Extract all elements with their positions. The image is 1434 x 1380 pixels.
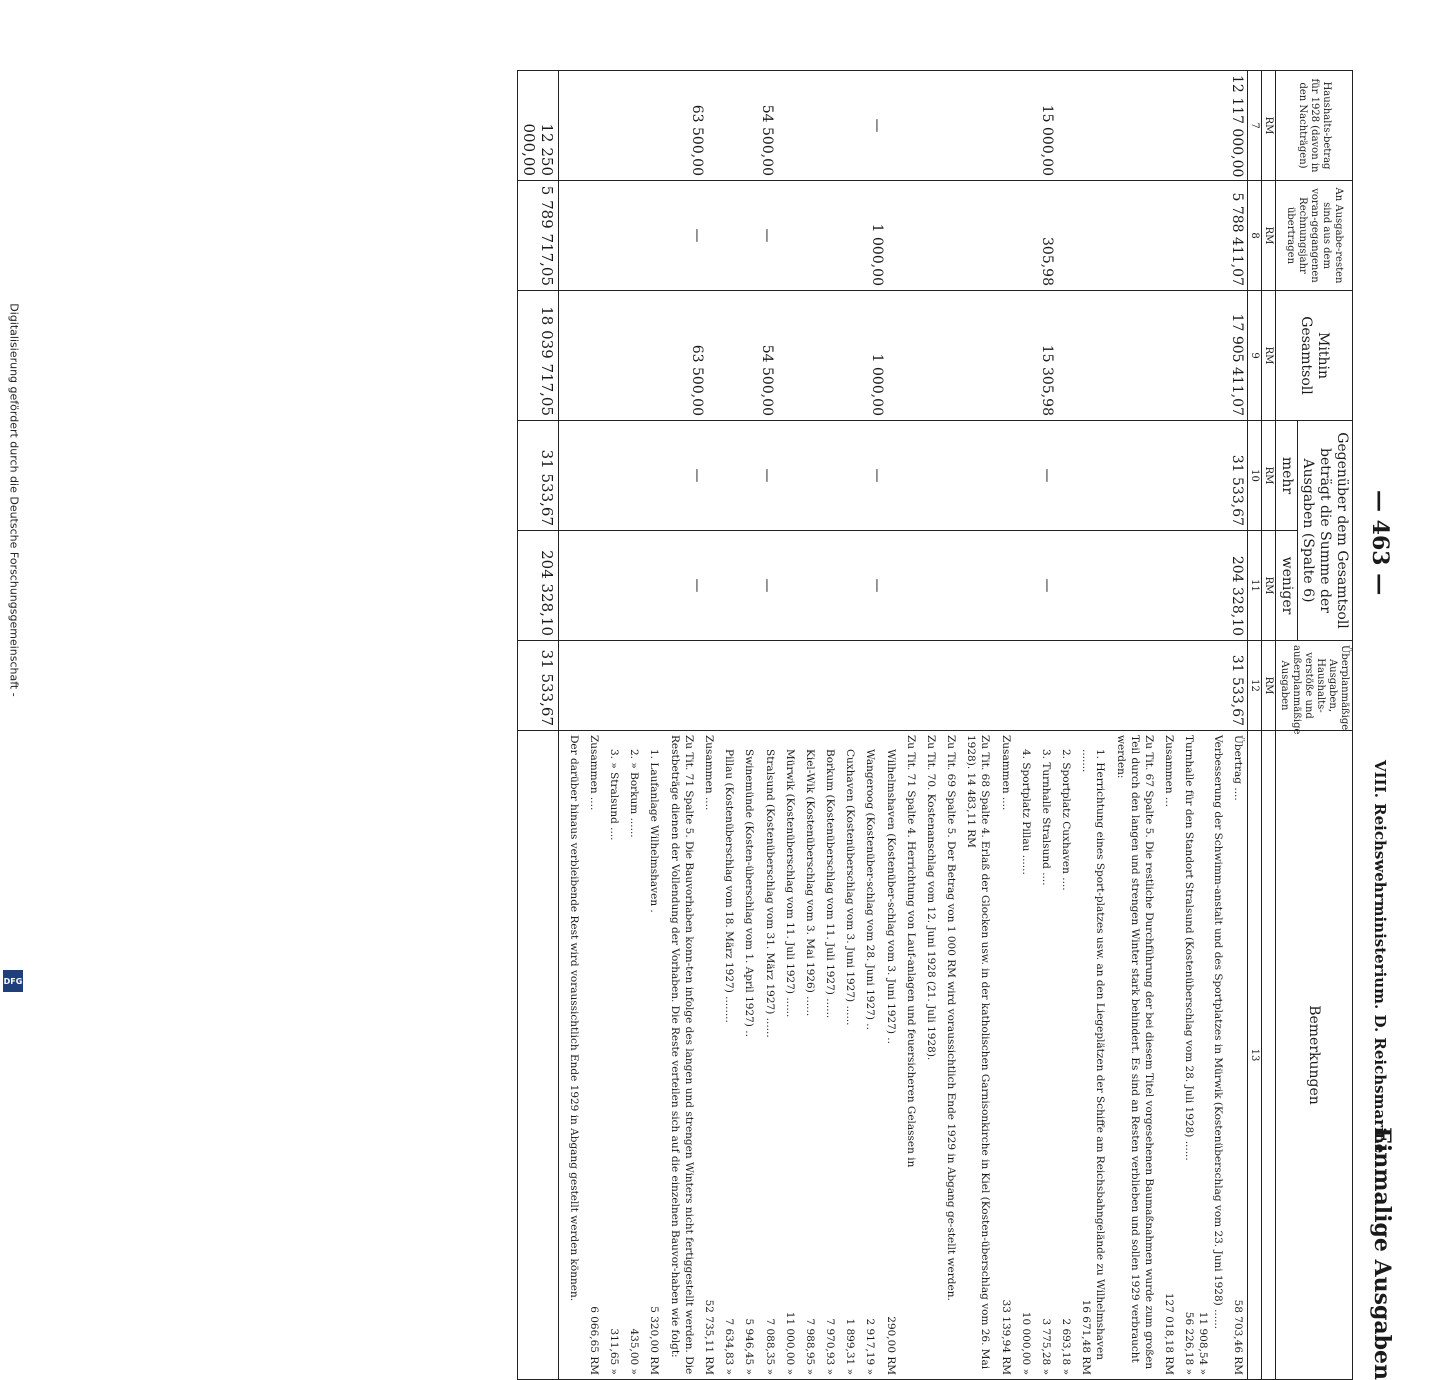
- column-number: 10: [1247, 421, 1261, 531]
- unit-cell: RM: [1261, 641, 1275, 731]
- col-header-remarks: Bemerkungen: [1275, 731, 1352, 1380]
- remarks-cell: Übertrag .... 58 703,46 RM Verbesserung der Schwimm-anstalt und des Sportplatzes in Mürwik (Kostenüberschlag vom 23. Juni 1928) ...... 11 908,54 » Turnhalle für den Standort Stralsund (Kostenüberschlag vom 28. Juli 1928) ...... 56 226,18 » Zusammen ... 127 018,18 RM Zu Tit. 67 Spalte 5. Die restliche Durchführung der bei diesem Titel vorgesehenen Baumaßnahmen wurde zum großen Teil durch den langen und strengen Winter stark behindert. Es sind an Resten verblieben und sollen 1929 verbraucht werden: 1. Herrichtung eines Sport-platzes usw. an den Liegeplätzen der Schiffe am Reichsbahngelände zu Wilhelmshaven ....... 16 671,48 RM 2. Sportplatz Cuxhaven .... 2 693,18 » 3. Turnhalle Stralsund .... 3 775,28 » 4. Sportplatz Pillau ...... 10 000,00 » Zusammen .... 33 139,94 RM Zu Tit. 68 Spalte 4. Erlaß der Glocken usw. in der katholischen Garnisonkirche in Kiel (Kosten-überschlag vom 26. Mai 1928). 14 483,11 RM Zu Tit. 69 Spalte 5. Der Betrag von 1 000 RM wird voraussichtlich Ende 1929 in Abgang ge-stellt werden. Zu Tit. 70. Kostenanschlag vom 12. Juni 1928 (21. Juli 1928). Zu Tit. 71 Spalte 4. Herrichtung von Lauf-anlagen und feuersicheren Gelassen in Wilhelmshaven (Kostenüber-schlag vom 3. Juni 1927) .. 290,00 RM Wangeroog (Kostenüber-schlag vom 28. Juni 1927) .. 2 917,19 » Cuxhaven (Kostenüberschlag vom 3. Juni 1927) ...... 1 899,31 » Borkum (Kostenüberschlag vom 11. Juli 1927) ...... 7 970,93 » Kiel-Wik (Kostenüberschlag vom 3. Mai 1926) ...... 7 988,95 » Mürwik (Kostenüberschlag vom 11. Juli 1927) ...... 11 000,00 » Stralsund (Kostenüberschlag vom 31. März 1927) ...... 7 088,35 » Swinemünde (Kosten-überschlag vom 1. April 1927) .. 5 946,45 » Pillau (Kostenüberschlag vom 18. März 1927) ........ 7 634,83 » Zusammen .... 52 735,11 RM Zu Tit. 71 Spalte 5. Die Bauvorhaben konn-ten infolge des langen und strengen Winters nicht fertiggestellt werden. Die Restbeträge dienen der Vollendung der Vorhaben. Die Reste verteilen sich auf die einzelnen Bauvor-haben wie folgt: 1. Laufanlage Wilhelmshaven . 5 320,00 RM 2. » Borkum ...... 435,00 » 3. » Stralsund .... 311,65 » Zusammen .... 6 066,65 RM Der darüber hinaus verbleibende Rest wird voraussichtlich Ende 1929 in Abgang gestellt werden können.: [558, 731, 1247, 1380]
- col-header-less: weniger: [1275, 531, 1297, 641]
- column-number: 7: [1247, 71, 1261, 181]
- page-header: [1355, 70, 1395, 1380]
- dfg-logo: DFG: [3, 970, 23, 992]
- page-footer: [0, 0, 28, 1000]
- page-number: — 463 —: [1367, 490, 1393, 596]
- total-target: 18 039 717,05: [517, 291, 558, 421]
- carried-values-cell: 5 788 411,07 305,98 1 000,00 — —: [558, 181, 1247, 291]
- unit-cell: RM: [1261, 291, 1275, 421]
- digitization-note: Digitalisierung gefördert durch die Deutsche Forschungsgemeinschaft -: [7, 303, 21, 697]
- col-header-unplanned: Überplanmäßige Ausgaben, Haushalts-verstöße und außerplanmäßige Ausgaben: [1275, 641, 1352, 731]
- unit-cell: RM: [1261, 421, 1275, 531]
- rotated-page: [85, 70, 1395, 1380]
- unit-cell: RM: [1261, 531, 1275, 641]
- total-unplanned: 31 533,67: [517, 641, 558, 731]
- col-header-carried: An Ausgabe-resten sind aus dem voran-gegangenen Rechnungsjahr übertragen: [1275, 181, 1352, 291]
- less-values-cell: 204 328,10 — — — —: [558, 531, 1247, 641]
- col-header-total-target: Mithin Gesamtsoll: [1275, 291, 1352, 421]
- total-row: [517, 71, 558, 1380]
- unit-row: [1261, 71, 1275, 1380]
- total-budget: 12 250 000,00: [517, 71, 558, 181]
- col-header-budget: Haushalts-betrag für 1928 (davon in den Nachträgen): [1275, 71, 1352, 181]
- column-number-row: [1247, 71, 1261, 1380]
- total-less: 204 328,10: [517, 531, 558, 641]
- col-header-comparison: Gegenüber dem Gesamtsoll beträgt die Summe der Ausgaben (Spalte 6): [1297, 421, 1352, 641]
- page-title: Einmalige Ausgaben: [1369, 1127, 1395, 1380]
- unit-cell: RM: [1261, 71, 1275, 181]
- budget-values-cell: 12 117 000,00 15 000,00 — 54 500,00 63 500,00: [558, 71, 1247, 181]
- column-number: 13: [1247, 731, 1261, 1380]
- unplanned-values-cell: 31 533,67: [558, 641, 1247, 731]
- total-target-values-cell: 17 905 411,07 15 305,98 1 000,00 54 500,00 63 500,00: [558, 291, 1247, 421]
- column-number: 12: [1247, 641, 1261, 731]
- budget-table: [517, 70, 1353, 1380]
- total-more: 31 533,67: [517, 421, 558, 531]
- total-carried: 5 789 717,05: [517, 181, 558, 291]
- section-title: VIII. Reichswehrministerium. D. Reichsmarine: [1371, 760, 1389, 1154]
- column-number: 8: [1247, 181, 1261, 291]
- column-number: 9: [1247, 291, 1261, 421]
- column-number: 11: [1247, 531, 1261, 641]
- unit-cell: RM: [1261, 181, 1275, 291]
- table-row: [558, 71, 1247, 1380]
- more-values-cell: 31 533,67 — — — —: [558, 421, 1247, 531]
- col-header-more: mehr: [1275, 421, 1297, 531]
